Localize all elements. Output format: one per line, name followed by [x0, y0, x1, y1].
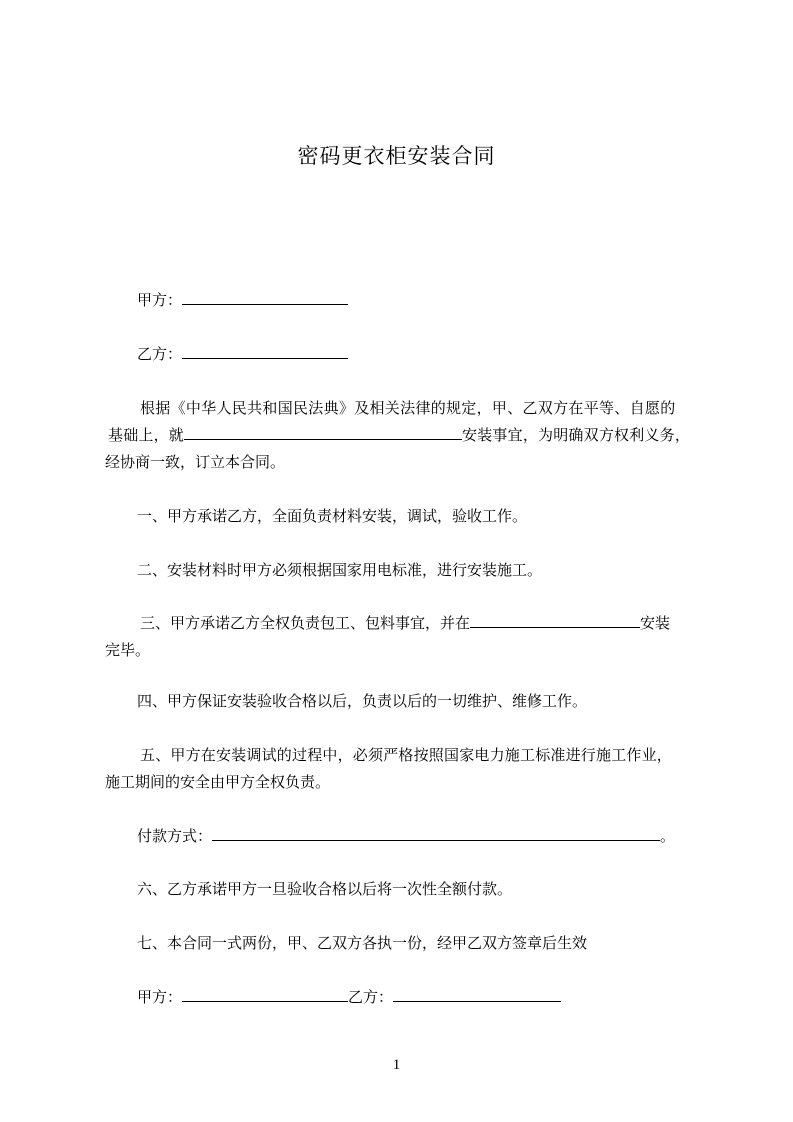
- page-number: 1: [392, 1057, 401, 1073]
- clause-1: 一、甲方承诺乙方，全面负责材料安装，调试，验收工作。: [137, 507, 528, 525]
- payment-blank[interactable]: [212, 826, 660, 841]
- party-a-line: [137, 290, 348, 310]
- intro-line-2: [108, 425, 690, 445]
- payment-end: 。: [660, 827, 676, 845]
- clause-5-line-2: 施工期间的安全由甲方全权负责。: [105, 773, 331, 791]
- party-a-blank[interactable]: [182, 290, 348, 305]
- intro-subject-before: 基础上，就: [108, 426, 185, 444]
- payment-line: [137, 826, 675, 846]
- intro-line-3: 经协商一致，订立本合同。: [105, 453, 286, 471]
- clause-3-line-2: 完毕。: [105, 641, 151, 659]
- intro-subject-after: 安装事宜，为明确双方权利义务，: [462, 426, 691, 444]
- party-b-blank[interactable]: [182, 344, 348, 359]
- intro-subject-blank[interactable]: [184, 425, 462, 440]
- clause-6: 六、乙方承诺甲方一旦验收合格以后将一次性全额付款。: [137, 880, 513, 898]
- signature-party-b-label: 乙方：: [348, 988, 394, 1006]
- clause-3-after: 安装: [640, 614, 671, 632]
- clause-3-line-1: [140, 613, 670, 633]
- document-title: 密码更衣柜安装合同: [297, 144, 496, 168]
- clause-3-before: 三、甲方承诺乙方全权负责包工、包料事宜，并在: [140, 614, 471, 632]
- signature-party-a-blank[interactable]: [182, 987, 348, 1002]
- party-b-label: 乙方：: [137, 345, 183, 363]
- signature-line: [137, 987, 561, 1007]
- intro-line-1: 根据《中华人民共和国民法典》及相关法律的规定，甲、乙双方在平等、自愿的: [140, 399, 676, 417]
- party-b-line: [137, 344, 348, 364]
- clause-5-line-1: 五、甲方在安装调试的过程中，必须严格按照国家电力施工标准进行施工作业，: [140, 746, 673, 764]
- clause-3-blank[interactable]: [470, 613, 640, 628]
- clause-7: 七、本合同一式两份，甲、乙双方各执一份，经甲乙双方签章后生效: [137, 934, 588, 952]
- clause-2: 二、安装材料时甲方必须根据国家用电标准，进行安装施工。: [137, 561, 543, 579]
- signature-party-b-blank[interactable]: [393, 987, 561, 1002]
- clause-4: 四、甲方保证安装验收合格以后，负责以后的一切维护、维修工作。: [137, 692, 588, 710]
- party-a-label: 甲方：: [137, 291, 183, 309]
- payment-label: 付款方式：: [137, 827, 213, 845]
- signature-party-a-label: 甲方：: [137, 988, 183, 1006]
